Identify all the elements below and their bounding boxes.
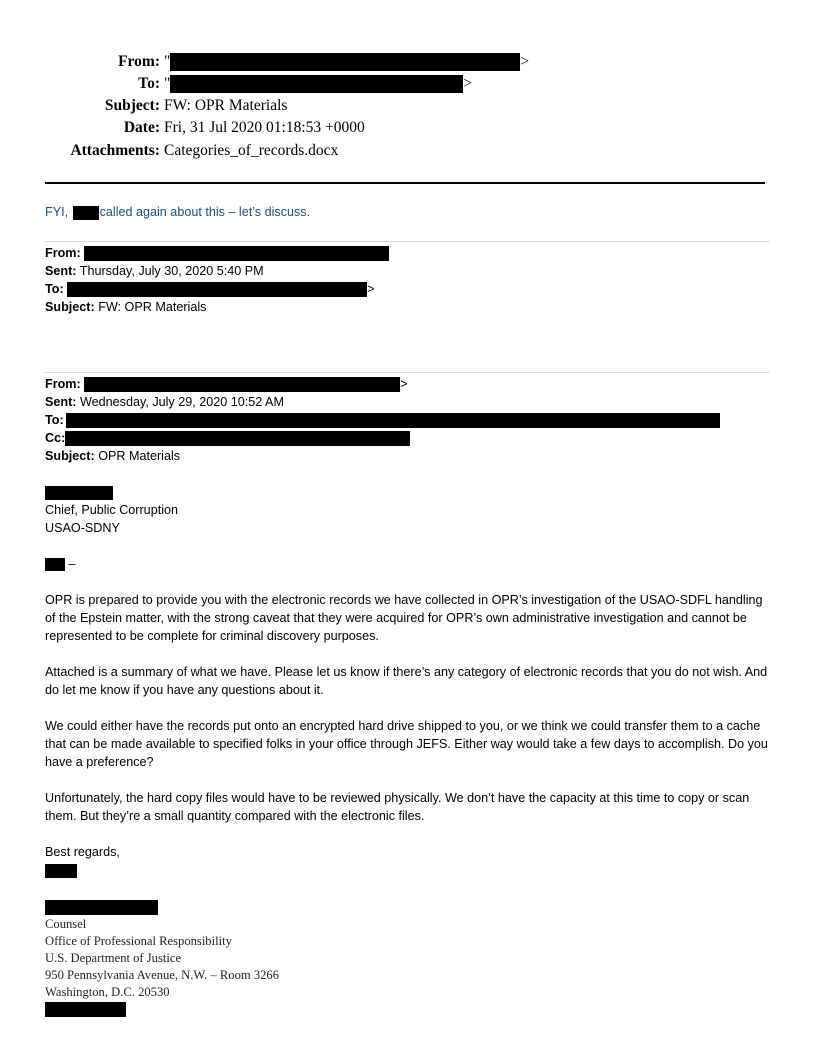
header-from-bracket: > <box>520 53 530 70</box>
closing-line: Best regards, <box>45 845 120 859</box>
header-date-value: Fri, 31 Jul 2020 01:18:53 +0000 <box>164 119 365 136</box>
header-subject-row <box>0 97 816 119</box>
forward1-to-label: To: <box>45 282 64 296</box>
body-paragraph-3: We could either have the records put onto an encrypted hard drive shipped to you, or we think we could transfer them to a cache that can be made available to specified folks in your office through JEFS. Either way would take a few days to accomplish. Do you have a preference? <box>45 719 768 769</box>
body-paragraph-4: Unfortunately, the hard copy files would have to be reviewed physically. We don’t have the capacity at this time to copy or scan them. But they’re a small quantity compared with the electronic files. <box>45 791 750 823</box>
forward2-cc-label: Cc: <box>45 431 66 445</box>
greeting-dash: – <box>68 557 76 571</box>
forward1-from-label: From: <box>45 246 81 260</box>
forward1-sent-row <box>45 262 264 280</box>
forward1-subject-row <box>45 298 206 316</box>
signature-office: Office of Professional Responsibility <box>45 934 232 948</box>
fyi-line <box>45 203 310 221</box>
signature-address: 950 Pennsylvania Avenue, N.W. – Room 3266 <box>45 968 280 982</box>
header-from-row <box>0 53 816 75</box>
forward2-cc-row <box>45 429 410 447</box>
body-paragraph-2: Attached is a summary of what we have. Please let us know if there’s any category of electronic records that you do not wish. And do let me know if you have any questions about it. <box>45 665 768 697</box>
forward2-sent-label: Sent: <box>45 395 77 409</box>
forward1-sent-label: Sent: <box>45 264 77 278</box>
forward2-sent-value: Wednesday, July 29, 2020 10:52 AM <box>79 395 284 409</box>
header-from-label: From: <box>118 53 160 70</box>
fyi-prefix: FYI, <box>45 205 69 219</box>
forward1-to-bracket: > <box>367 282 375 296</box>
header-to-bracket: > <box>463 75 473 92</box>
header-attachments-value[interactable]: Categories_of_records.docx <box>164 142 339 159</box>
forward1-from-row <box>45 244 389 262</box>
redaction-block <box>66 413 720 428</box>
recipient-office: USAO-SDNY <box>45 521 120 535</box>
header-attachments-row <box>0 142 816 164</box>
header-date-label: Date: <box>123 119 160 136</box>
message-divider <box>45 372 770 373</box>
forward2-from-label: From: <box>45 377 81 391</box>
header-to-row <box>0 75 816 97</box>
forward2-to-row <box>45 411 720 429</box>
forward1-subject-value: FW: OPR Materials <box>98 300 207 314</box>
redaction-block <box>84 246 389 261</box>
forward1-to-row <box>45 280 375 298</box>
forward2-from-bracket: > <box>400 377 408 391</box>
redaction-block <box>45 558 65 571</box>
fyi-suffix: called again about this – let’s discuss. <box>99 205 311 219</box>
forward2-to-label: To: <box>45 413 64 427</box>
redaction-block <box>170 75 463 93</box>
redaction-block <box>45 486 113 500</box>
signature-city: Washington, D.C. 20530 <box>45 985 170 999</box>
redaction-block <box>45 900 158 915</box>
redaction-block <box>65 431 410 446</box>
forward2-from-row <box>45 375 408 393</box>
redaction-block <box>84 377 400 392</box>
redaction-block <box>45 864 77 878</box>
signature-title: Counsel <box>45 917 87 931</box>
header-from-quote: " <box>164 53 171 70</box>
recipient-title: Chief, Public Corruption <box>45 503 178 517</box>
forward1-sent-value: Thursday, July 30, 2020 5:40 PM <box>79 264 264 278</box>
header-to-label: To: <box>138 75 160 92</box>
header-to-value <box>164 75 472 93</box>
redaction-block <box>45 1002 126 1017</box>
header-to-quote: " <box>164 75 171 92</box>
forward2-subject-row <box>45 447 180 465</box>
header-from-value <box>164 53 529 71</box>
header-subject-value: FW: OPR Materials <box>164 97 288 114</box>
redaction-block <box>67 282 367 297</box>
forward2-subject-label: Subject: <box>45 449 95 463</box>
header-date-row <box>0 119 816 141</box>
forward2-subject-value: OPR Materials <box>98 449 181 463</box>
header-divider <box>45 182 765 184</box>
redaction-block <box>73 206 99 220</box>
signature-department: U.S. Department of Justice <box>45 951 182 965</box>
message-divider <box>45 241 770 242</box>
forward2-sent-row <box>45 393 284 411</box>
forward1-subject-label: Subject: <box>45 300 95 314</box>
body-paragraph-1: OPR is prepared to provide you with the electronic records we have collected in OPR’s investigation of the USAO-SDFL handling of the Epstein matter, with the strong caveat that they were acquired for OPR’s own administrative investigation and cannot be represented to be complete for criminal discovery purposes. <box>45 593 763 643</box>
header-attachments-label: Attachments: <box>70 142 160 159</box>
header-subject-label: Subject: <box>104 97 160 114</box>
redaction-block <box>170 53 520 71</box>
greeting-line <box>45 555 76 573</box>
